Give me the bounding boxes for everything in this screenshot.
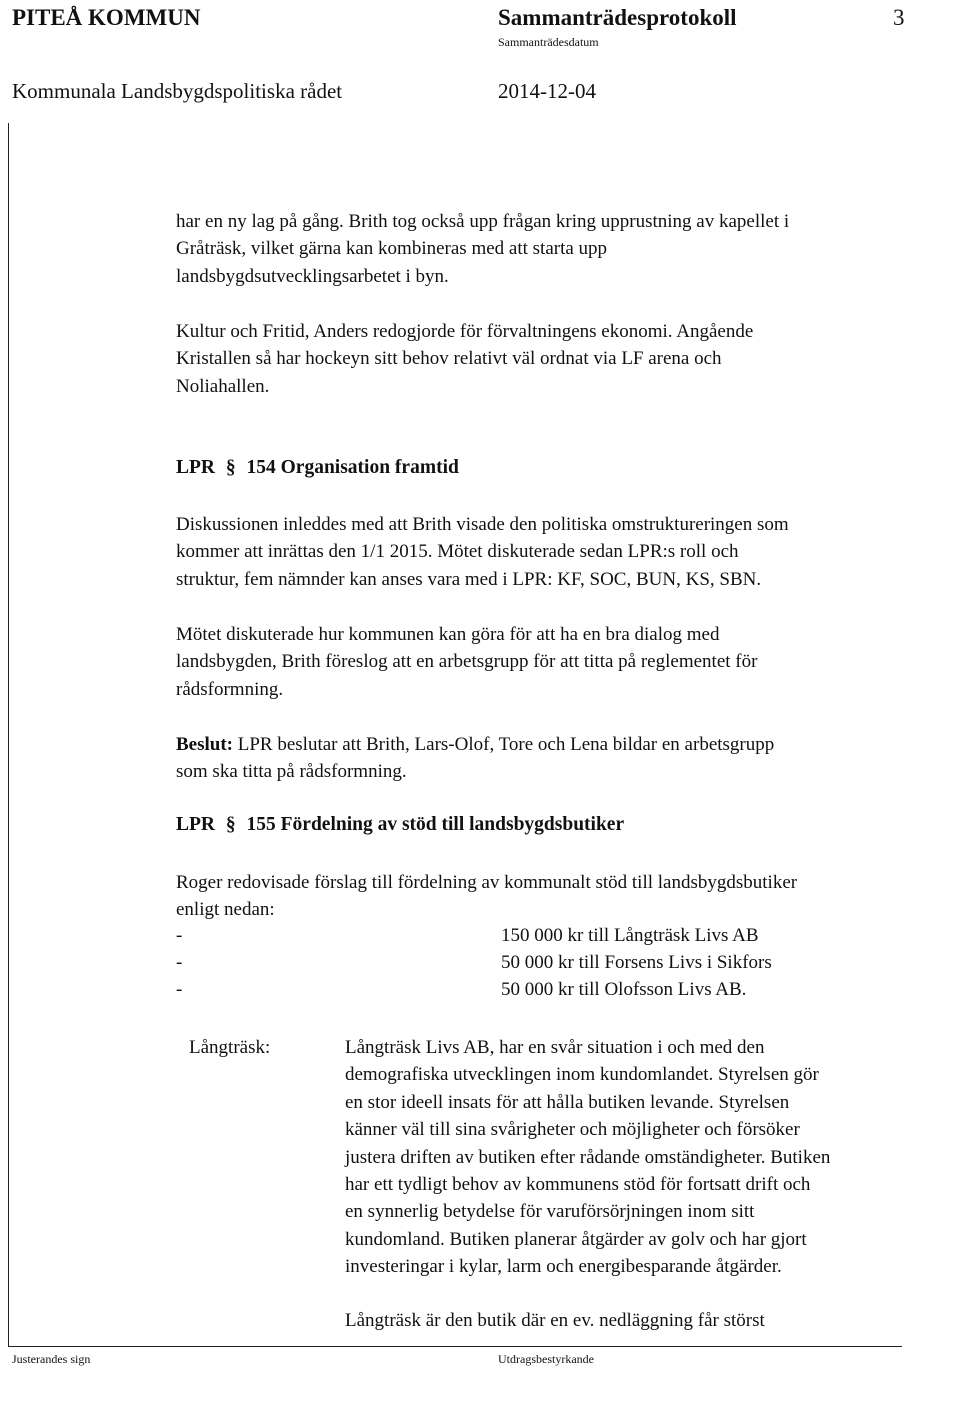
text-line: en stor ideell insats för att hålla butiken levande. Styrelsen [345, 1091, 790, 1113]
document-type: Sammanträdesprotokoll [498, 5, 737, 30]
section-prefix: LPR [176, 814, 215, 835]
text-line: Kristallen så har hockeyn sitt behov relativt väl ordnat via LF arena och [176, 348, 722, 370]
text-line: en synnerlig betydelse för varuförsörjningen inom sitt [345, 1201, 755, 1223]
text-line: rådsformning. [176, 678, 284, 700]
text-line: landsbygden, Brith föreslog att en arbetsgrupp för att titta på reglementet för [176, 651, 758, 673]
text-line: har ett tydligt behov av kommunens stöd för fortsatt drift och [345, 1174, 811, 1196]
paragraph-154-discussion [176, 511, 960, 593]
decision-154 [176, 731, 960, 786]
list-dash: - [176, 952, 183, 973]
meeting-date: 2014-12-04 [498, 79, 596, 103]
text-line: Diskussionen inleddes med att Brith visade den politiska omstruktureringen som [176, 514, 789, 535]
section-prefix: LPR [176, 457, 215, 478]
page-number: 3 [893, 5, 905, 30]
text-line: känner väl till sina svårigheter och möjligheter och försöker [345, 1119, 800, 1141]
store-description-continued: Långträsk är den butik där en ev. nedläggning får störst [345, 1310, 765, 1331]
text-line: har en ny lag på gång. Brith tog också upp frågan kring upprustning av kapellet i [176, 211, 790, 232]
text-line: landsbygdsutvecklingsarbetet i byn. [176, 265, 449, 287]
list-item-text: 50 000 kr till Olofsson Livs AB. [501, 979, 747, 1000]
text-line: Noliahallen. [176, 375, 270, 397]
text-line: investeringar i kylar, larm och energibesparande åtgärder. [345, 1256, 782, 1278]
list-item-text: 150 000 kr till Långträsk Livs AB [501, 925, 759, 946]
date-label: Sammanträdesdatum [498, 35, 599, 49]
paragraph-symbol: § [225, 457, 236, 478]
text-line: som ska titta på rådsformning. [176, 761, 407, 783]
decision-label: Beslut: [176, 734, 233, 755]
paragraph-symbol: § [225, 814, 236, 835]
text-line: Roger redovisade förslag till fördelning av kommunalt stöd till landsbygdsbutiker [176, 872, 798, 893]
text-line: Kultur och Fritid, Anders redogjorde för förvaltningens ekonomi. Angående [176, 321, 754, 342]
list-dash: - [176, 925, 183, 946]
store-description [345, 1034, 830, 1281]
text-line: struktur, fem nämnder kan anses vara med i LPR: KF, SOC, BUN, KS, SBN. [176, 568, 762, 590]
list-item [176, 952, 182, 974]
text-line: kundomland. Butiken planerar åtgärder av golv och har gjort [345, 1228, 807, 1250]
store-label: Långträsk: [189, 1037, 271, 1058]
footer-rule [8, 1346, 902, 1347]
paragraph-155-intro [176, 869, 960, 924]
decision-text: LPR beslutar att Brith, Lars-Olof, Tore och Lena bildar en arbetsgrupp [233, 734, 775, 755]
municipality-name: PITEÅ KOMMUN [12, 5, 201, 30]
section-heading-154 [176, 457, 459, 479]
paragraph-chapel [176, 208, 960, 290]
justifier-signature-label: Justerandes sign [12, 1352, 91, 1366]
section-title: 155 Fördelning av stöd till landsbygdsbutiker [246, 814, 625, 835]
text-line: Långträsk Livs AB, har en svår situation i och med den [345, 1037, 765, 1058]
extract-certification-label: Utdragsbestyrkande [498, 1352, 594, 1366]
text-line: enligt nedan: [176, 899, 275, 921]
left-margin-rule [8, 123, 9, 1346]
list-item-text: 50 000 kr till Forsens Livs i Sikfors [501, 952, 772, 973]
list-item [176, 979, 182, 1001]
text-line: Gråträsk, vilket gärna kan kombineras med att starta upp [176, 238, 608, 260]
council-name: Kommunala Landsbygdspolitiska rådet [12, 79, 343, 103]
text-line: Mötet diskuterade hur kommunen kan göra för att ha en bra dialog med [176, 624, 720, 645]
section-title: 154 Organisation framtid [246, 457, 459, 478]
paragraph-culture [176, 318, 960, 400]
text-line: demografiska utvecklingen inom kundomlandet. Styrelsen gör [345, 1064, 819, 1086]
paragraph-154-dialog [176, 621, 960, 703]
section-heading-155 [176, 814, 624, 836]
list-dash: - [176, 979, 183, 1000]
text-line: justera driften av butiken efter rådande omständigheter. Butiken [345, 1146, 831, 1168]
text-line: kommer att inrättas den 1/1 2015. Mötet diskuterade sedan LPR:s roll och [176, 541, 739, 563]
list-item [176, 925, 182, 947]
